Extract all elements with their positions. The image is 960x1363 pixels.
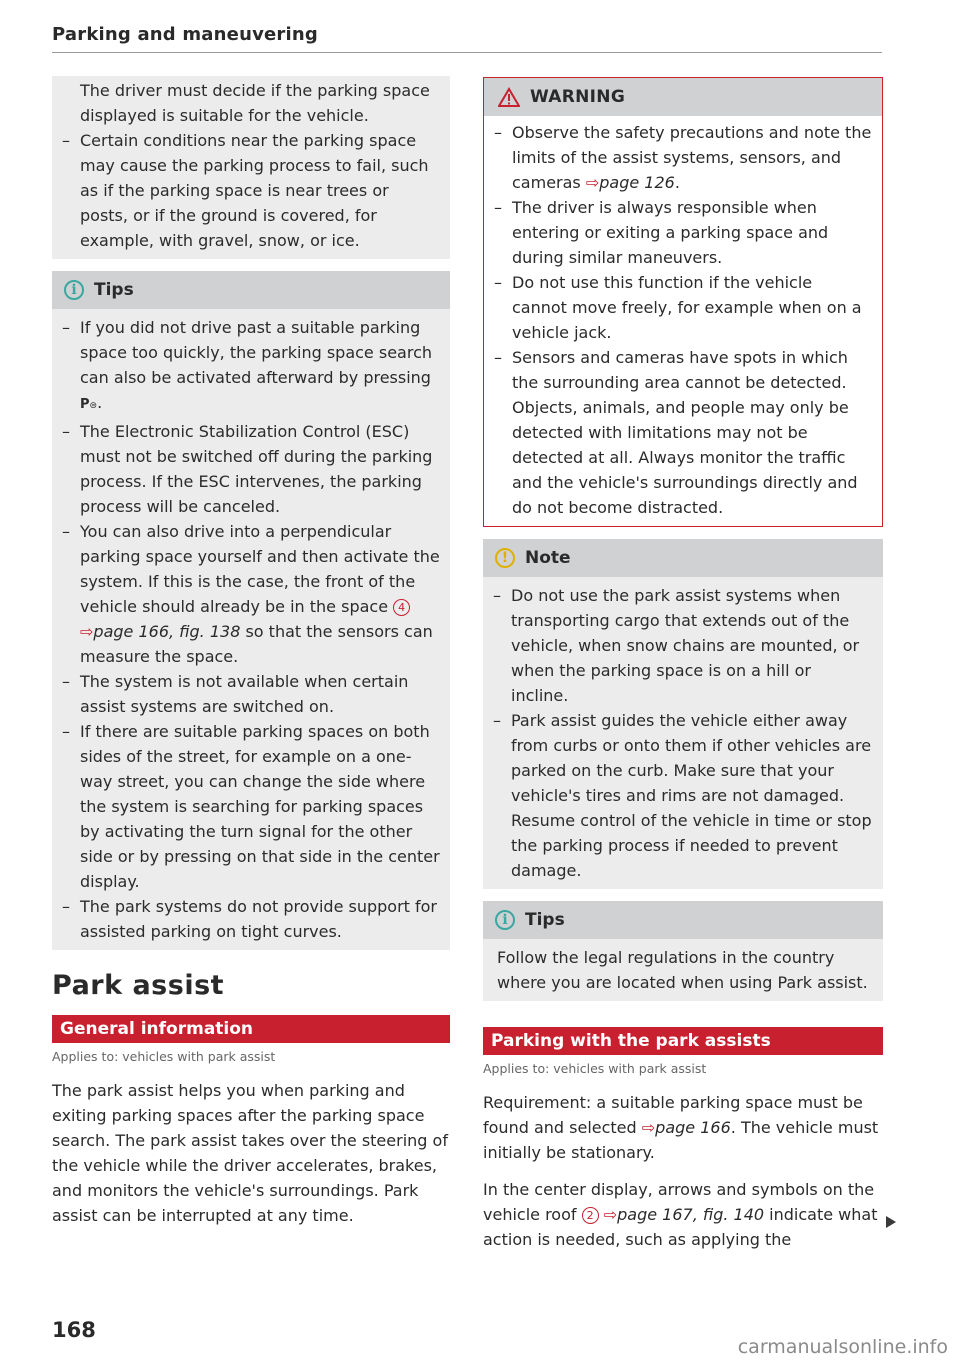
- right-column: [483, 77, 883, 1252]
- info-icon: i: [64, 280, 84, 300]
- warning-title: WARNING: [530, 87, 626, 107]
- page-header-title: Parking and maneuvering: [52, 24, 318, 45]
- list-item: – Do not use the park assist systems when transporting cargo that extends out of the vehicle, when snow chains are mounted, or when the parking space is on a hill or incline.: [483, 583, 873, 708]
- continued-box: [52, 76, 450, 259]
- page-ref-link[interactable]: page 167, fig. 140: [617, 1205, 765, 1224]
- info-icon: i: [495, 910, 515, 930]
- list-item: – The Electronic Stabilization Control (ESC) must not be switched off during the parking process. If the ESC intervenes, the parking process will be canceled.: [52, 419, 440, 519]
- list-item: – Do not use this function if the vehicle cannot move freely, for example when on a vehicle jack.: [484, 270, 872, 345]
- tips-box: [52, 271, 450, 950]
- tips-header: [483, 901, 883, 939]
- watermark-link[interactable]: carmanualsonline.info: [737, 1336, 948, 1358]
- subsection-bar: Parking with the park assists: [483, 1027, 883, 1055]
- ref-arrow-icon: ⇨: [80, 622, 94, 641]
- page-ref-link[interactable]: page 166: [655, 1118, 731, 1137]
- callout-2: 2: [582, 1207, 599, 1224]
- list-item: – The park systems do not provide support for assisted parking on tight curves.: [52, 894, 440, 944]
- park-button-icon: P: [80, 397, 90, 412]
- page-number: 168: [52, 1318, 96, 1342]
- list-item: – If you did not drive past a suitable parking space too quickly, the parking space search can also be activated afterward by pressing P⊜.: [52, 315, 440, 419]
- tips-title: Tips: [94, 280, 134, 300]
- list-item: – The driver is always responsible when entering or exiting a parking space and during similar maneuvers.: [484, 195, 872, 270]
- page-ref-link[interactable]: page 166, fig. 138: [93, 622, 241, 641]
- note-title: Note: [525, 548, 571, 568]
- list-item: – You can also drive into a perpendicular parking space yourself and then activate the system. If this is the case, the front of the vehicle should already be in the space 4 ⇨page 166, fig. 138 so that the sensors can measure the space.: [52, 519, 440, 669]
- warning-header: [484, 78, 882, 116]
- page-ref-link[interactable]: page 126: [599, 173, 675, 192]
- list-item: – Sensors and cameras have spots in which the surrounding area cannot be detected. Objects, animals, and people may only be detected with limitations may not be detected at all. Always monitor the traffic and the vehicle's surroundings directly and do not become distracted.: [484, 345, 872, 520]
- list-item: – Observe the safety precautions and note the limits of the assist systems, sensors, and cameras ⇨page 126.: [484, 120, 872, 195]
- ref-arrow-icon: ⇨: [585, 173, 600, 192]
- ref-arrow-icon: ⇨: [641, 1118, 656, 1137]
- note-header: [483, 539, 883, 577]
- callout-4: 4: [393, 599, 410, 616]
- ref-arrow-icon: ⇨: [603, 1205, 618, 1224]
- body-text: The park assist helps you when parking and exiting parking spaces after the parking space search. The park assist takes over the steering of the vehicle while the driver accelerates, brakes, and monitors the vehicle's surroundings. Park assist can be interrupted at any time.: [52, 1081, 448, 1225]
- subsection-bar: General information: [52, 1015, 450, 1043]
- warning-box: [483, 77, 883, 527]
- applies-to: Applies to: vehicles with park assist: [483, 1061, 707, 1076]
- display-text: In the center display, arrows and symbols on the vehicle roof 2 ⇨page 167, fig. 140 indicate what action is needed, such as applying the: [483, 1180, 878, 1249]
- exclamation-icon: !: [495, 548, 515, 568]
- applies-to: Applies to: vehicles with park assist: [52, 1049, 276, 1064]
- requirement-text: Requirement: a suitable parking space must be found and selected ⇨page 166. The vehicle must initially be stationary.: [483, 1093, 879, 1162]
- note-box: [483, 539, 883, 889]
- continue-arrow-icon: [886, 1216, 896, 1228]
- page-header: [52, 24, 882, 53]
- tips-header: [52, 271, 450, 309]
- tips-box-2: [483, 901, 883, 1001]
- list-item: – If there are suitable parking spaces on both sides of the street, for example on a one-way street, you can change the side where the system is searching for parking spaces by activating the turn signal for the other side or by pressing on that side in the center display.: [52, 719, 440, 894]
- left-column: [52, 76, 450, 1228]
- list-item: – Certain conditions near the parking space may cause the parking process to fail, such as if the parking space is near trees or posts, or if the ground is covered, for example, with gravel, snow, or ice.: [52, 128, 440, 253]
- list-item: – The system is not available when certain assist systems are switched on.: [52, 669, 440, 719]
- continued-text: The driver must decide if the parking space displayed is suitable for the vehicle.: [80, 81, 430, 125]
- section-heading: Park assist: [52, 970, 225, 1001]
- tips-title: Tips: [525, 910, 565, 930]
- list-item: – Park assist guides the vehicle either away from curbs or onto them if other vehicles are parked on the curb. Make sure that your vehicle's tires and rims are not damaged. Resume control of the vehicle in time or stop the parking process if needed to prevent damage.: [483, 708, 873, 883]
- warning-triangle-icon: [498, 87, 520, 107]
- tips-text: Follow the legal regulations in the country where you are located when using Park assist.: [483, 939, 883, 1001]
